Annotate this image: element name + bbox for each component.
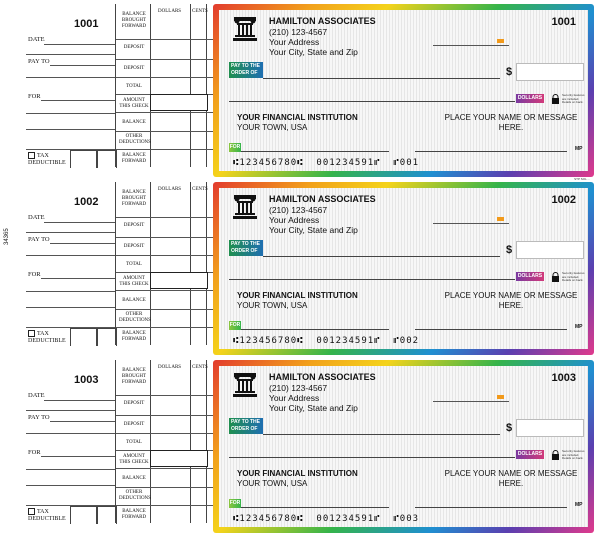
register-rule	[116, 237, 213, 238]
stub-rule	[26, 469, 115, 470]
stub-date-line[interactable]	[44, 400, 115, 401]
personal-message: PLACE YOUR NAME OR MESSAGE HERE.	[444, 469, 578, 488]
check-number: 1001	[551, 16, 576, 28]
company-phone: (210) 123-4567	[269, 383, 328, 393]
register-divider	[115, 182, 116, 345]
company-address: Your Address	[269, 393, 320, 403]
tax-deductible-checkbox[interactable]	[28, 508, 35, 515]
register-divider	[190, 360, 191, 523]
company-phone: (210) 123-4567	[269, 27, 328, 37]
balance-brought-forward-label: BALANCE BROUGHT FORWARD	[121, 12, 147, 29]
stub-date-label: DATE	[28, 392, 45, 399]
stub-for-line[interactable]	[41, 278, 115, 279]
deductible-label: DEDUCTIBLE	[28, 159, 66, 166]
dollars-column-label: DOLLARS	[158, 9, 182, 14]
register-divider	[206, 360, 207, 523]
stub-date-label: DATE	[28, 36, 45, 43]
stub-date-line[interactable]	[44, 44, 115, 45]
dollars-label: DOLLARS	[517, 451, 543, 457]
payee-line[interactable]	[263, 434, 500, 435]
register-rule	[116, 112, 213, 113]
pay-to-label: PAY TO THE ORDER OF	[229, 240, 263, 256]
check-stub	[26, 4, 213, 177]
total-label: TOTAL	[126, 262, 142, 267]
deposit-label: DEPOSIT	[123, 401, 145, 406]
check-code: STP SOL ...	[574, 177, 590, 181]
check-strip-1	[0, 4, 600, 181]
tax-amount-box[interactable]	[70, 328, 98, 346]
deposit-label: DEPOSIT	[123, 66, 145, 71]
dollars-label: DOLLARS	[517, 95, 543, 101]
amount-words-line[interactable]	[229, 279, 515, 280]
register-rule	[116, 415, 213, 416]
tax-label: TAX	[37, 508, 49, 515]
amount-this-check-box[interactable]	[150, 450, 208, 467]
stub-for-label: FOR	[28, 93, 41, 100]
tax-amount-box[interactable]	[96, 506, 117, 524]
tax-deductible-checkbox[interactable]	[28, 152, 35, 159]
other-deductions-label: OTHER DEDUCTIONS	[119, 490, 151, 501]
bank-name: YOUR FINANCIAL INSTITUTION	[237, 291, 358, 300]
register-rule	[116, 255, 213, 256]
register-rule	[116, 327, 213, 328]
stub-rule	[26, 77, 115, 78]
cents-column-label: CENTS	[192, 9, 208, 14]
personal-message: PLACE YOUR NAME OR MESSAGE HERE.	[444, 291, 578, 310]
balance-label: BALANCE	[122, 476, 146, 481]
bank-name: YOUR FINANCIAL INSTITUTION	[237, 469, 358, 478]
date-tag	[497, 395, 504, 399]
amount-words-line[interactable]	[229, 457, 515, 458]
bank-town: YOUR TOWN, USA	[237, 301, 308, 310]
company-phone: (210) 123-4567	[269, 205, 328, 215]
balance-forward-label: BALANCE FORWARD	[121, 331, 147, 342]
stub-pay-to-label: PAY TO	[28, 58, 50, 65]
deposit-label: DEPOSIT	[123, 223, 145, 228]
amount-field[interactable]	[516, 63, 584, 81]
micr-line: ⑆123456780⑆ 001234591⑈ ⑈002	[233, 336, 420, 346]
bank-town: YOUR TOWN, USA	[237, 479, 308, 488]
column-logo-icon	[231, 372, 259, 398]
amount-field[interactable]	[516, 241, 584, 259]
signature-line[interactable]	[415, 151, 567, 152]
tax-deductible[interactable]	[28, 152, 66, 167]
balance-forward-label: BALANCE FORWARD	[121, 153, 147, 164]
date-line[interactable]	[433, 223, 509, 224]
personal-message: PLACE YOUR NAME OR MESSAGE HERE.	[444, 113, 578, 132]
stub-for-label: FOR	[28, 271, 41, 278]
check-face	[219, 366, 588, 527]
register-rule	[116, 77, 213, 78]
micr-line: ⑆123456780⑆ 001234591⑈ ⑈003	[233, 514, 420, 524]
deductible-label: DEDUCTIBLE	[28, 515, 66, 522]
bank-name: YOUR FINANCIAL INSTITUTION	[237, 113, 358, 122]
register-rule	[116, 39, 213, 40]
stub-rule	[26, 410, 115, 411]
signature-line[interactable]	[415, 329, 567, 330]
register-divider	[206, 182, 207, 345]
cents-column-label: CENTS	[192, 365, 208, 370]
tax-deductible[interactable]	[28, 508, 66, 523]
stub-rule	[26, 433, 115, 434]
check-strip-2	[0, 182, 600, 355]
company-name: HAMILTON ASSOCIATES	[269, 16, 376, 26]
lock-icon	[551, 272, 560, 282]
stub-check-number: 1001	[74, 18, 99, 30]
column-logo-icon	[231, 194, 259, 220]
register-rule	[116, 290, 213, 291]
amount-this-check-box[interactable]	[150, 272, 208, 289]
pay-to-label: PAY TO THE ORDER OF	[229, 418, 263, 434]
register-divider	[190, 182, 191, 345]
lock-icon	[551, 450, 560, 460]
company-name: HAMILTON ASSOCIATES	[269, 194, 376, 204]
check-stub	[26, 360, 213, 533]
payee-line[interactable]	[263, 78, 500, 79]
balance-label: BALANCE	[122, 298, 146, 303]
company-address: Your Address	[269, 215, 320, 225]
mp-mark: MP	[575, 146, 583, 152]
deposit-label: DEPOSIT	[123, 422, 145, 427]
payee-line[interactable]	[263, 256, 500, 257]
stub-date-line[interactable]	[44, 222, 115, 223]
date-tag	[497, 217, 504, 221]
dollar-sign: $	[506, 244, 513, 256]
signature-line[interactable]	[415, 507, 567, 508]
company-city: Your City, State and Zip	[269, 225, 358, 235]
check	[213, 4, 594, 181]
date-line[interactable]	[433, 401, 509, 402]
amount-this-check-label: AMOUNT THIS CHECK	[119, 98, 149, 109]
tax-deductible-checkbox[interactable]	[28, 330, 35, 337]
for-label: FOR	[229, 144, 241, 150]
dollars-column-label: DOLLARS	[158, 365, 182, 370]
security-notice: Security features are included. Details on back.	[562, 93, 585, 104]
balance-brought-forward-label: BALANCE BROUGHT FORWARD	[121, 190, 147, 207]
stub-pay-to-label: PAY TO	[28, 236, 50, 243]
register-divider	[115, 4, 116, 167]
company-city: Your City, State and Zip	[269, 403, 358, 413]
register-rule	[116, 59, 213, 60]
dollars-column-label: DOLLARS	[158, 187, 182, 192]
mp-mark: MP	[575, 502, 583, 508]
stub-rule	[26, 232, 115, 233]
for-label: FOR	[229, 322, 241, 328]
stub-pay-to-line[interactable]	[50, 65, 115, 66]
register-rule	[116, 309, 213, 310]
register-rule	[116, 131, 213, 132]
tax-amount-box[interactable]	[70, 506, 98, 524]
mp-mark: MP	[575, 324, 583, 330]
company-city: Your City, State and Zip	[269, 47, 358, 57]
register-divider	[206, 4, 207, 167]
deposit-label: DEPOSIT	[123, 244, 145, 249]
form-code: 34365	[4, 228, 10, 245]
company-name: HAMILTON ASSOCIATES	[269, 372, 376, 382]
bank-town: YOUR TOWN, USA	[237, 123, 308, 132]
register-rule	[116, 468, 213, 469]
lock-icon	[551, 94, 560, 104]
register-rule	[116, 505, 213, 506]
tax-label: TAX	[37, 152, 49, 159]
tax-label: TAX	[37, 330, 49, 337]
balance-forward-label: BALANCE FORWARD	[121, 509, 147, 520]
date-tag	[497, 39, 504, 43]
check	[213, 182, 594, 355]
register-divider	[115, 360, 116, 523]
company-address: Your Address	[269, 37, 320, 47]
deposit-label: DEPOSIT	[123, 45, 145, 50]
tax-deductible[interactable]	[28, 330, 66, 345]
stub-pay-to-line[interactable]	[50, 421, 115, 422]
cents-column-label: CENTS	[192, 187, 208, 192]
other-deductions-label: OTHER DEDUCTIONS	[119, 134, 151, 145]
stub-rule	[26, 129, 115, 130]
stub-rule	[26, 291, 115, 292]
check	[213, 360, 594, 533]
amount-this-check-label: AMOUNT THIS CHECK	[119, 454, 149, 465]
register-rule	[116, 149, 213, 150]
check-number: 1003	[551, 372, 576, 384]
stub-for-label: FOR	[28, 449, 41, 456]
balance-brought-forward-label: BALANCE BROUGHT FORWARD	[121, 368, 147, 385]
tax-amount-box[interactable]	[96, 328, 117, 346]
date-line[interactable]	[433, 45, 509, 46]
check-strip-3	[0, 360, 600, 533]
stub-rule	[26, 307, 115, 308]
other-deductions-label: OTHER DEDUCTIONS	[119, 312, 151, 323]
pay-to-label: PAY TO THE ORDER OF	[229, 62, 263, 78]
stub-for-line[interactable]	[41, 456, 115, 457]
check-face	[219, 188, 588, 349]
stub-rule	[26, 255, 115, 256]
check-stub	[26, 182, 213, 355]
balance-label: BALANCE	[122, 120, 146, 125]
security-notice: Security features are included. Details on back.	[562, 449, 585, 460]
register-rule	[116, 217, 213, 218]
security-notice: Security features are included. Details on back.	[562, 271, 585, 282]
register-rule	[116, 433, 213, 434]
memo-line[interactable]	[241, 507, 389, 508]
micr-line: ⑆123456780⑆ 001234591⑈ ⑈001	[233, 158, 420, 168]
stub-rule	[26, 113, 115, 114]
total-label: TOTAL	[126, 84, 142, 89]
stub-for-line[interactable]	[41, 100, 115, 101]
column-logo-icon	[231, 16, 259, 42]
stub-pay-to-label: PAY TO	[28, 414, 50, 421]
stub-date-label: DATE	[28, 214, 45, 221]
stub-check-number: 1003	[74, 374, 99, 386]
stub-rule	[26, 54, 115, 55]
tax-amount-box[interactable]	[96, 150, 117, 168]
memo-line[interactable]	[241, 151, 389, 152]
register-rule	[116, 487, 213, 488]
deductible-label: DEDUCTIBLE	[28, 337, 66, 344]
stub-rule	[26, 485, 115, 486]
stub-check-number: 1002	[74, 196, 99, 208]
amount-field[interactable]	[516, 419, 584, 437]
for-label: FOR	[229, 500, 241, 506]
memo-line[interactable]	[241, 329, 389, 330]
amount-words-line[interactable]	[229, 101, 515, 102]
register-rule	[116, 395, 213, 396]
register-divider	[190, 4, 191, 167]
check-face	[219, 10, 588, 171]
total-label: TOTAL	[126, 440, 142, 445]
tax-amount-box[interactable]	[70, 150, 98, 168]
dollar-sign: $	[506, 66, 513, 78]
stub-pay-to-line[interactable]	[50, 243, 115, 244]
dollar-sign: $	[506, 422, 513, 434]
amount-this-check-label: AMOUNT THIS CHECK	[119, 276, 149, 287]
check-number: 1002	[551, 194, 576, 206]
amount-this-check-box[interactable]	[150, 94, 208, 111]
dollars-label: DOLLARS	[517, 273, 543, 279]
